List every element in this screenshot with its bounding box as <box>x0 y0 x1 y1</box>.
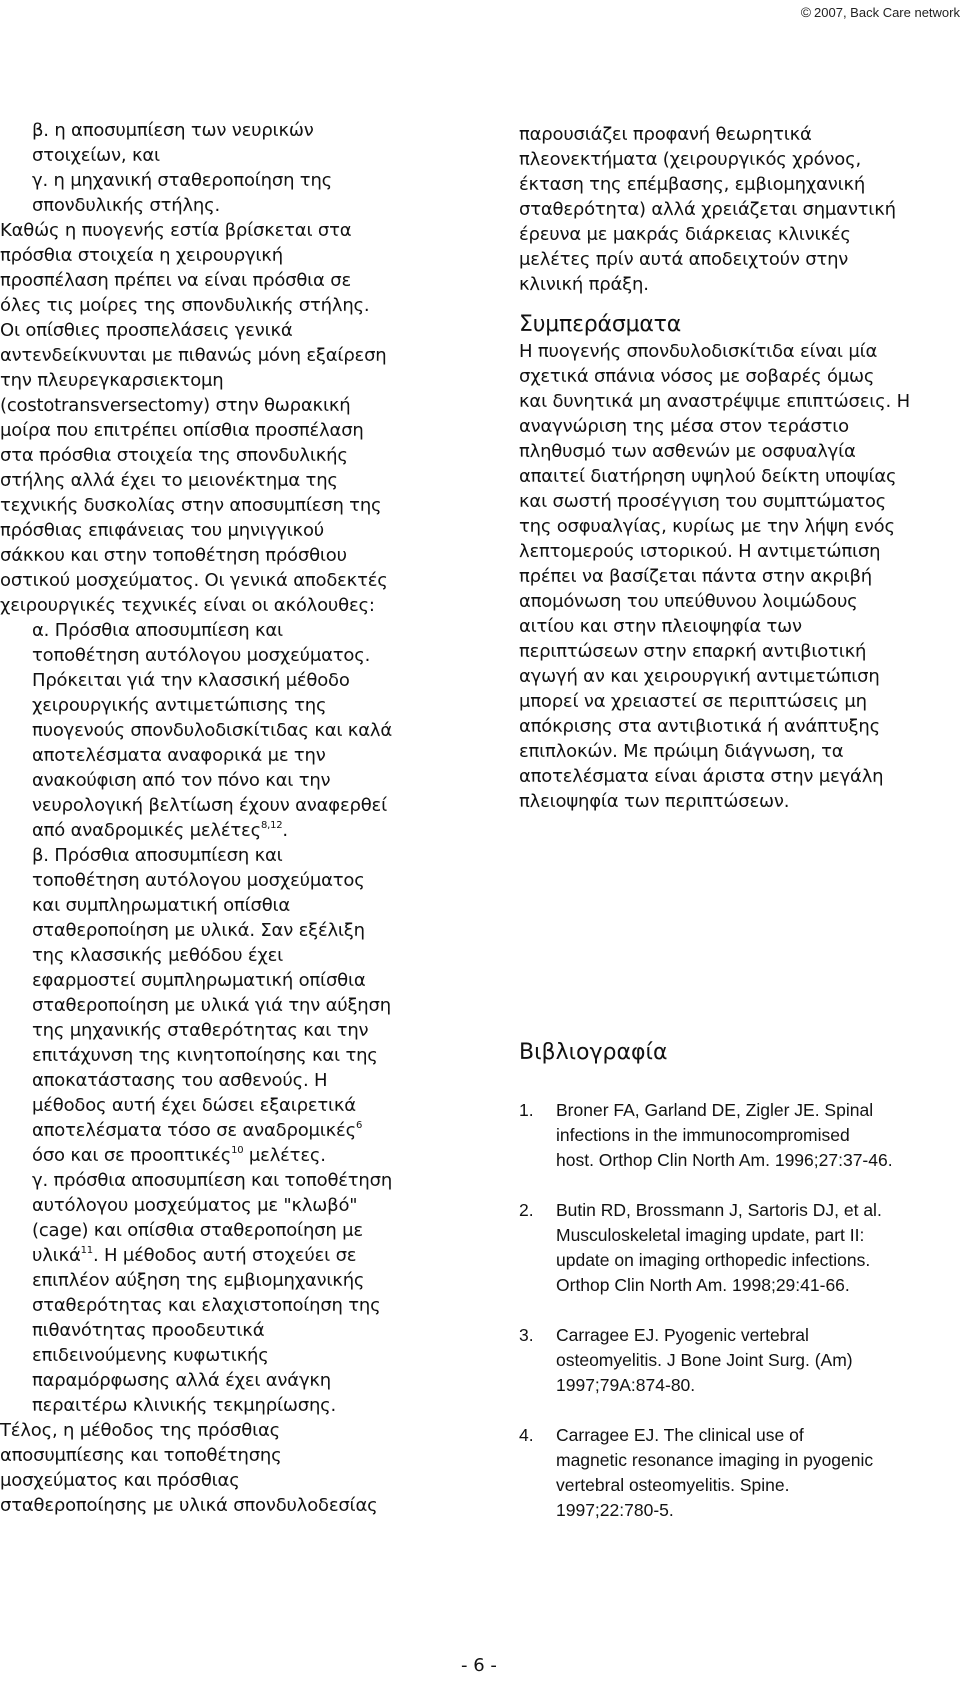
line-text: πιθανότητας προοδευτικά <box>32 1320 265 1341</box>
body-line <box>0 793 460 818</box>
body-line <box>0 1418 460 1443</box>
line-text: αυτόλογου μοσχεύματος με "κλωβό" <box>32 1195 358 1216</box>
line-text: την πλευρεγκαρσιεκτομη <box>0 370 224 391</box>
body-line <box>0 518 460 543</box>
reference-number: 4. <box>519 1425 534 1445</box>
body-line <box>0 368 460 393</box>
body-line <box>0 843 460 868</box>
body-line <box>0 118 460 143</box>
line-text-tail: μελέτες. <box>243 1145 326 1166</box>
body-line <box>0 743 460 768</box>
line-text: στήλης αλλά έχει το μειονέκτημα της <box>0 470 338 491</box>
reference-line: Broner FA, Garland DE, Zigler JE. Spinal <box>556 1100 874 1120</box>
line-text: γ. πρόσθια αποσυμπίεση και τοποθέτηση <box>32 1170 393 1191</box>
body-line: και σωστή προσέγγιση του συμπτώματος <box>519 491 887 512</box>
left-column <box>0 118 460 1518</box>
line-text: αντενδείκνυνται με πιθανώς μόνη εξαίρεση <box>0 345 387 366</box>
body-line: έρευνα με μακράς διάρκειας κλινικές <box>519 224 851 245</box>
body-line: έκταση της επέμβασης, εμβιομηχανική <box>519 174 866 195</box>
body-line <box>0 1368 460 1393</box>
line-text: β. η αποσυμπίεση των νευρικών <box>32 120 314 141</box>
line-text: όλες τις μοίρες της σπονδυλικής στήλης. <box>0 295 370 316</box>
line-text: Τέλος, η μέθοδος της πρόσθιας <box>0 1420 280 1441</box>
citation-superscript: 8,12 <box>260 820 283 831</box>
body-line <box>0 1068 460 1093</box>
line-text: β. Πρόσθια αποσυμπίεση και <box>32 845 283 866</box>
conclusions-paragraph <box>519 339 959 814</box>
right-column <box>519 122 959 814</box>
line-text: Οι οπίσθιες προσπελάσεις γενικά <box>0 320 293 341</box>
line-text: υλικά <box>32 1245 81 1266</box>
body-line: μπορεί να χρειαστεί σε περιπτώσεις μη <box>519 691 867 712</box>
body-line <box>0 768 460 793</box>
line-text: της μηχανικής σταθερότητας και την <box>32 1020 369 1041</box>
body-line: λεπτομερούς ιστορικού. Η αντιμετώπιση <box>519 541 881 562</box>
line-text: στοιχείων, και <box>32 145 160 166</box>
line-text-tail: . Η μέθοδος αυτή στοχεύει σε <box>92 1245 357 1266</box>
body-line: κλινική πράξη. <box>519 274 649 295</box>
reference-line: magnetic resonance imaging in pyogenic <box>556 1450 874 1470</box>
body-line: Η πυογενής σπονδυλοδισκίτιδα είναι μία <box>519 341 878 362</box>
body-line <box>0 1268 460 1293</box>
body-line: και δυνητικά μη αναστρέψιμε επιπτώσεις. Η <box>519 391 910 412</box>
body-line <box>0 668 460 693</box>
citation-superscript: 10 <box>231 1145 244 1156</box>
page-number: - 6 - <box>461 1655 497 1676</box>
body-line <box>0 143 460 168</box>
line-text: σταθεροποίηση με υλικά γιά την αύξηση <box>32 995 391 1016</box>
line-text: (costotransversectomy) στην θωρακική <box>0 395 351 416</box>
line-text: νευρολογική βελτίωση έχουν αναφερθεί <box>32 795 387 816</box>
copyright-icon: © <box>800 4 812 20</box>
line-text: αποσυμπίεσης και τοποθέτησης <box>0 1445 282 1466</box>
reference-line: Butin RD, Brossmann J, Sartoris DJ, et al. <box>556 1200 882 1220</box>
reference-item <box>519 1198 959 1298</box>
line-text: όσο και σε προοπτικές <box>32 1145 232 1166</box>
citation-superscript: 11 <box>80 1245 93 1256</box>
line-text: πρόσθια στοιχεία η χειρουργική <box>0 245 283 266</box>
intro-paragraph <box>519 122 959 297</box>
body-line: πλεονεκτήματα (χειρουργικός χρόνος, <box>519 149 861 170</box>
citation-superscript: 6 <box>355 1120 363 1131</box>
line-text: από αναδρομικές μελέτες <box>32 820 261 841</box>
reference-text <box>556 1098 959 1173</box>
body-line: πληθυσμό των ασθενών με οσφυαλγία <box>519 441 856 462</box>
line-text: α. Πρόσθια αποσυμπίεση και <box>32 620 283 641</box>
body-line <box>0 993 460 1018</box>
reference-line: osteomyelitis. J Bone Joint Surg. (Am) <box>556 1350 853 1370</box>
conclusions-heading: Συμπεράσματα <box>519 312 682 337</box>
body-line <box>0 1393 460 1418</box>
body-line <box>0 693 460 718</box>
body-line: απόκρισης στα αντιβιοτικά ή ανάπτυξης <box>519 716 880 737</box>
reference-line: Musculoskeletal imaging update, part II: <box>556 1225 865 1245</box>
line-text: τοποθέτηση αυτόλογου μοσχεύματος <box>32 870 365 891</box>
body-line <box>0 1343 460 1368</box>
body-line: πλειοψηφία των περιπτώσεων. <box>519 791 790 812</box>
body-line: μελέτες πρίν αυτά αποδειχτούν στην <box>519 249 849 270</box>
body-line <box>0 1168 460 1193</box>
body-line <box>0 1493 460 1518</box>
body-line: σχετικά σπάνια νόσος με σοβαρές όμως <box>519 366 875 387</box>
body-line <box>0 493 460 518</box>
body-line: απομόνωση του υπεύθυνου λοιμώδους <box>519 591 858 612</box>
reference-item <box>519 1323 959 1398</box>
reference-line: infections in the immunocompromised <box>556 1125 850 1145</box>
body-line <box>0 393 460 418</box>
line-text: ανακούφιση από τον πόνο και την <box>32 770 331 791</box>
body-line: απαιτεί διατήρηση υψηλού δείκτη υποψίας <box>519 466 897 487</box>
copyright-text: 2007, Back Care network <box>814 5 960 20</box>
body-line <box>0 293 460 318</box>
reference-line: Carragee EJ. The clinical use of <box>556 1425 804 1445</box>
body-line <box>0 418 460 443</box>
reference-line: Carragee EJ. Pyogenic vertebral <box>556 1325 809 1345</box>
line-text: μοσχεύματος και πρόσθιας <box>0 1470 240 1491</box>
body-line: της οσφυαλγίας, κυρίως με την λήψη ενός <box>519 516 895 537</box>
body-line <box>0 893 460 918</box>
reference-line: Orthop Clin North Am. 1998;29:41-66. <box>556 1275 850 1295</box>
body-line: επιπλοκών. Με πρώιμη διάγνωση, τα <box>519 741 844 762</box>
body-line <box>0 243 460 268</box>
line-text: πρόσθιας επιφάνειας του μηνιγγικού <box>0 520 324 541</box>
body-line <box>0 568 460 593</box>
reference-text <box>556 1323 959 1398</box>
line-text: προσπέλαση πρέπει να είναι πρόσθια σε <box>0 270 351 291</box>
body-line <box>0 343 460 368</box>
body-line <box>0 1218 460 1243</box>
reference-line: vertebral osteomyelitis. Spine. <box>556 1475 790 1495</box>
reference-line: host. Orthop Clin North Am. 1996;27:37-46. <box>556 1150 893 1170</box>
line-text: παραμόρφωσης αλλά έχει ανάγκη <box>32 1370 332 1391</box>
body-line <box>0 968 460 993</box>
body-line <box>0 1243 460 1268</box>
body-line: σταθερότητα) αλλά χρειάζεται σημαντική <box>519 199 896 220</box>
line-text: αποτελέσματα αναφορικά με την <box>32 745 326 766</box>
line-text: μέθοδος αυτή έχει δώσει εξαιρετικά <box>32 1095 356 1116</box>
body-line: αγωγή αν και χειρουργική αντιμετώπιση <box>519 666 880 687</box>
line-text: σταθεροποίηση με υλικά. Σαν εξέλιξη <box>32 920 365 941</box>
line-text: μοίρα που επιτρέπει οπίσθια προσπέλαση <box>0 420 364 441</box>
line-text: Καθώς η πυογενής εστία βρίσκεται στα <box>0 220 352 241</box>
line-text: στα πρόσθια στοιχεία της σπονδυλικής <box>0 445 348 466</box>
body-line <box>0 1193 460 1218</box>
reference-number: 2. <box>519 1200 534 1220</box>
line-text: εφαρμοστεί συμπληρωματική οπίσθια <box>32 970 366 991</box>
line-text: γ. η μηχανική σταθεροποίηση της <box>32 170 333 191</box>
reference-text <box>556 1198 959 1298</box>
line-text: πυογενούς σπονδυλοδισκίτιδας και καλά <box>32 720 393 741</box>
body-line <box>0 868 460 893</box>
body-line <box>0 1443 460 1468</box>
copyright-header <box>801 4 960 20</box>
body-line <box>0 468 460 493</box>
line-text: τοποθέτηση αυτόλογου μοσχεύματος. <box>32 645 371 666</box>
body-line: αναγνώριση της μέσα στον τεράστιο <box>519 416 849 437</box>
body-line <box>0 943 460 968</box>
body-line: περιπτώσεων στην επαρκή αντιβιοτική <box>519 641 867 662</box>
line-text: αποτελέσματα τόσο σε αναδρομικές <box>32 1120 356 1141</box>
body-line <box>0 1118 460 1143</box>
body-line <box>0 818 460 843</box>
body-line <box>0 1043 460 1068</box>
line-text: της κλασσικής μεθόδου έχει <box>32 945 283 966</box>
body-line <box>0 1468 460 1493</box>
reference-number: 3. <box>519 1325 534 1345</box>
body-line <box>0 543 460 568</box>
body-line: πρέπει να βασίζεται πάντα στην ακριβή <box>519 566 872 587</box>
line-text: τεχνικής δυσκολίας στην αποσυμπίεση της <box>0 495 382 516</box>
reference-item <box>519 1423 959 1523</box>
line-text: περαιτέρω κλινικής τεκμηρίωσης. <box>32 1395 337 1416</box>
line-text: σταθερότητας και ελαχιστοποίηση της <box>32 1295 381 1316</box>
line-text: οστικού μοσχεύματος. Οι γενικά αποδεκτές <box>0 570 388 591</box>
line-text: χειρουργικές τεχνικές είναι οι ακόλουθες: <box>0 595 375 616</box>
body-line <box>0 643 460 668</box>
line-text: χειρουργικής αντιμετώπισης της <box>32 695 327 716</box>
body-line <box>0 1093 460 1118</box>
line-text: (cage) και οπίσθια σταθεροποίηση με <box>32 1220 363 1241</box>
line-text-tail: . <box>282 820 288 841</box>
line-text: αποκατάστασης του ασθενούς. Η <box>32 1070 328 1091</box>
body-line <box>0 168 460 193</box>
line-text: σάκκου και στην τοποθέτηση πρόσθιου <box>0 545 347 566</box>
body-line: αιτίου και στην πλειοψηφία των <box>519 616 802 637</box>
line-text: Πρόκειται γιά την κλασσική μέθοδο <box>32 670 350 691</box>
line-text: επιπλέον αύξηση της εμβιομηχανικής <box>32 1270 365 1291</box>
body-line <box>0 318 460 343</box>
body-line <box>0 918 460 943</box>
reference-number: 1. <box>519 1100 534 1120</box>
reference-text <box>556 1423 959 1523</box>
line-text: σπονδυλικής στήλης. <box>32 195 220 216</box>
body-line <box>0 1018 460 1043</box>
reference-line: 1997;79A:874-80. <box>556 1375 696 1395</box>
body-line <box>0 443 460 468</box>
line-text: επιδεινούμενης κυφωτικής <box>32 1345 269 1366</box>
body-line <box>0 193 460 218</box>
body-line: παρουσιάζει προφανή θεωρητικά <box>519 124 812 145</box>
body-line: αποτελέσματα είναι άριστα στην μεγάλη <box>519 766 884 787</box>
body-line <box>0 1143 460 1168</box>
line-text: επιτάχυνση της κινητοποίησης και της <box>32 1045 378 1066</box>
reference-line: 1997;22:780-5. <box>556 1500 674 1520</box>
body-line <box>0 218 460 243</box>
body-line <box>0 1318 460 1343</box>
reference-item <box>519 1098 959 1173</box>
references-heading: Βιβλιογραφία <box>519 1040 668 1065</box>
reference-line: update on imaging orthopedic infections. <box>556 1250 871 1270</box>
references-list <box>519 1098 959 1548</box>
body-line <box>0 1293 460 1318</box>
body-line <box>0 268 460 293</box>
line-text: σταθεροποίησης με υλικά σπονδυλοδεσίας <box>0 1495 378 1516</box>
body-line <box>0 718 460 743</box>
body-line <box>0 593 460 618</box>
body-line <box>0 618 460 643</box>
line-text: και συμπληρωματική οπίσθια <box>32 895 291 916</box>
